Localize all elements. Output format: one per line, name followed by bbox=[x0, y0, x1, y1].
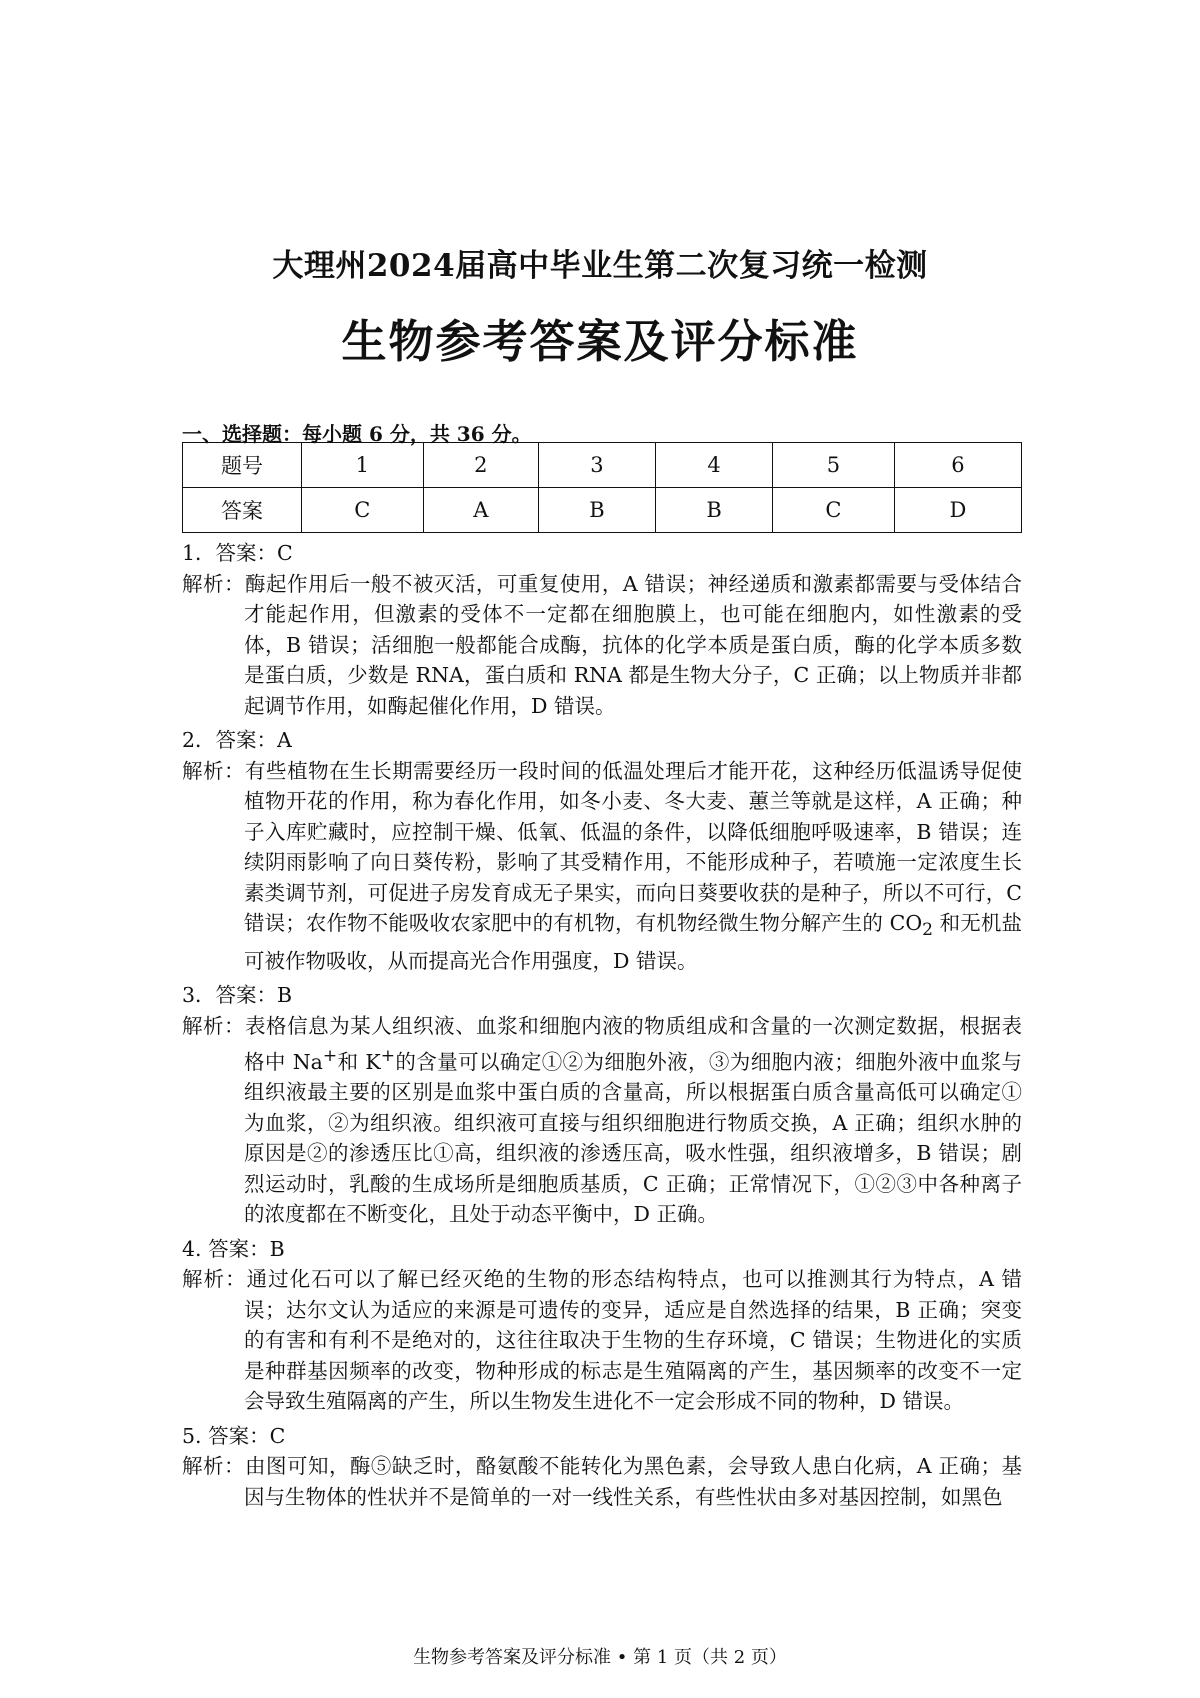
question-explanation bbox=[182, 1011, 1022, 1230]
question-answer: 5. 答案：C bbox=[182, 1423, 286, 1448]
question-3 bbox=[182, 980, 1022, 1230]
exam-title: 大理州2024届高中毕业生第二次复习统一检测 bbox=[272, 248, 928, 284]
table-header-cell: 题号 bbox=[183, 443, 302, 488]
question-number-cell: 5 bbox=[773, 443, 895, 488]
question-number-cell: 6 bbox=[894, 443, 1021, 488]
question-number-cell: 4 bbox=[656, 443, 773, 488]
explanation-text: 解析：表格信息为某人组织液、血浆和细胞内液的物质组成和含量的一次测定数据，根据表格中 Na bbox=[182, 1013, 1022, 1074]
question-2 bbox=[182, 725, 1022, 976]
subscript: 2 bbox=[922, 920, 934, 941]
explanation-text: 解析：有些植物在生长期需要经历一段时间的低温处理后才能开花，这种经历低温诱导促使植物开花的作用，称为春化作用，如冬小麦、冬大麦、蕙兰等就是这样，A 正确；种子入库贮藏时，应控制干燥、低氧、低温的条件，以降低细胞呼吸速率，B 错误；连续阴雨影响了向日葵传粉，影响了其受精作用，不能形成种子，若喷施一定浓度生长素类调节剂，可促进子房发育成无子果实，而向日葵要收获的是种子，所以不可行，C 错误；农作物不能吸收农家肥中的有机物，有机物经微生物分解产生的 CO bbox=[182, 758, 1022, 935]
question-4 bbox=[182, 1234, 1022, 1417]
explanation-text: 的含量可以确定①②为细胞外液，③为细胞内液；细胞外液中血浆与组织液最主要的区别是血浆中蛋白质的含量高，所以根据蛋白质含量高低可以确定①为血浆，②为组织液。组织液可直接与组织细胞进行物质交换，A 正确；组织水肿的原因是②的渗透压比①高，组织液的渗透压高，吸水性强，组织液增多，B 错误；剧烈运动时，乳酸的生成场所是细胞质基质，C 正确；正常情况下，①②③中各种离子的浓度都在不断变化，且处于动态平衡中，D 正确。 bbox=[244, 1049, 1022, 1227]
question-answer: 3．答案：B bbox=[182, 983, 293, 1008]
question-answer: 1．答案：C bbox=[182, 541, 293, 565]
explanation-text: 和无机盐可被作物吸收，从而提高光合作用强度，D 错误。 bbox=[244, 911, 1022, 973]
table-header-cell: 答案 bbox=[183, 488, 302, 533]
question-explanation: 解析：酶起作用后一般不被灭活，可重复使用，A 错误；神经递质和激素都需要与受体结合才能起作用，但激素的受体不一定都在细胞膜上，也可能在细胞内，如性激素的受体，B 错误；活细胞一般都能合成酶，抗体的化学本质是蛋白质，酶的化学本质多数是蛋白质，少数是 RNA，蛋白质和 RNA 都是生物大分子，C 正确；以上物质并非都起调节作用，如酶起催化作用，D 错误。 bbox=[182, 571, 1022, 718]
section-heading: 一、选择题：每小题 6 分，共 36 分。 bbox=[182, 422, 532, 446]
answer-cell: B bbox=[656, 488, 773, 533]
question-number-cell: 2 bbox=[423, 443, 538, 488]
superscript: + bbox=[380, 1046, 396, 1067]
page-footer: 生物参考答案及评分标准 • 第 1 页（共 2 页） bbox=[413, 1647, 787, 1668]
question-5 bbox=[182, 1421, 1022, 1513]
answer-table bbox=[182, 442, 1022, 533]
question-number-cell: 1 bbox=[302, 443, 424, 488]
question-answer: 4. 答案：B bbox=[182, 1236, 285, 1261]
answer-cell: B bbox=[538, 488, 655, 533]
table-row bbox=[183, 443, 1022, 488]
superscript: + bbox=[322, 1046, 338, 1067]
answer-cell: A bbox=[423, 488, 538, 533]
answer-explanations bbox=[182, 538, 1022, 1516]
answer-cell: D bbox=[894, 488, 1021, 533]
question-explanation bbox=[182, 756, 1022, 977]
document-title: 生物参考答案及评分标准 bbox=[341, 315, 859, 368]
explanation-text: 和 K bbox=[337, 1049, 381, 1074]
question-explanation: 解析：由图可知，酶⑤缺乏时，酪氨酸不能转化为黑色素，会导致人患白化病，A 正确；基因与生物体的性状并不是简单的一对一线性关系，有些性状由多对基因控制，如黑色 bbox=[182, 1454, 1022, 1509]
question-number-cell: 3 bbox=[538, 443, 655, 488]
answer-cell: C bbox=[773, 488, 895, 533]
question-1 bbox=[182, 538, 1022, 721]
question-answer: 2．答案：A bbox=[182, 728, 292, 752]
table-row bbox=[183, 488, 1022, 533]
question-explanation: 解析：通过化石可以了解已经灭绝的生物的形态结构特点，也可以推测其行为特点，A 错误；达尔文认为适应的来源是可遗传的变异，适应是自然选择的结果，B 正确；突变的有害和有利不是绝对的，这往往取决于生物的生存环境，C 错误；生物进化的实质是种群基因频率的改变，物种形成的标志是生殖隔离的产生，基因频率的改变不一定会导致生殖隔离的产生，所以生物发生进化不一定会形成不同的物种，D 错误。 bbox=[182, 1267, 1022, 1414]
answer-cell: C bbox=[302, 488, 424, 533]
